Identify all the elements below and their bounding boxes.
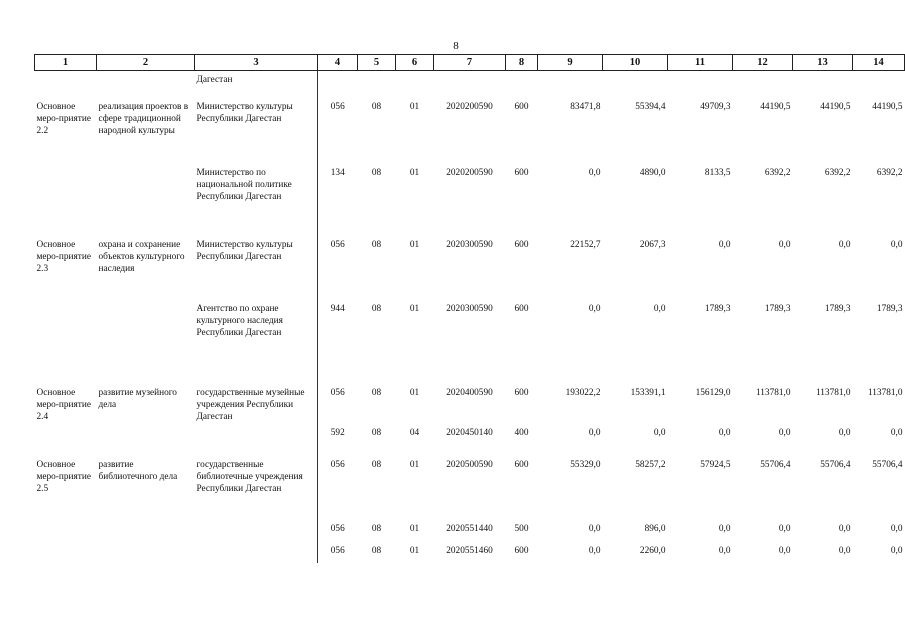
- column-header: 1: [35, 55, 97, 71]
- table-row: [35, 161, 905, 233]
- cell-col-8: [506, 71, 538, 95]
- cell-col-11: 0,0: [718, 427, 731, 438]
- cell-col-13: 44190,5: [820, 101, 851, 112]
- table-row: [35, 457, 905, 519]
- cell-col-3: Дагестан: [195, 71, 318, 95]
- cell-col-1: [35, 71, 97, 95]
- cell-col-1: [35, 541, 97, 563]
- column-header: 8: [506, 55, 538, 71]
- cell-col-13: 0,0: [838, 239, 851, 250]
- table-row: [35, 297, 905, 381]
- table-row: [35, 95, 905, 161]
- cell-col-10: 896,0: [644, 523, 666, 534]
- cell-col-7: 2020300590: [446, 239, 493, 250]
- column-header: 10: [603, 55, 668, 71]
- cell-col-6: 01: [409, 523, 420, 534]
- cell-col-3: [195, 541, 318, 563]
- cell-col-6: 01: [409, 101, 420, 112]
- cell-col-4: 592: [330, 427, 345, 438]
- cell-col-6: 04: [409, 427, 420, 438]
- cell-col-10: 4890,0: [639, 167, 666, 178]
- cell-col-7: 2020551440: [446, 523, 493, 534]
- cell-col-5: 08: [371, 239, 382, 250]
- cell-col-5: 08: [371, 459, 382, 470]
- cell-col-3: Агентство по охране культурного наследия Республики Дагестан: [195, 297, 318, 381]
- cell-col-5: [358, 71, 396, 95]
- cell-col-1: Основное меро-приятие 2.4: [36, 387, 91, 422]
- cell-col-11: 57924,5: [700, 459, 731, 470]
- cell-col-14: 6392,2: [876, 167, 903, 178]
- cell-col-10: 58257,2: [635, 459, 666, 470]
- cell-col-14: 55706,4: [872, 459, 903, 470]
- cell-col-6: 01: [409, 167, 420, 178]
- cell-col-2: [97, 423, 195, 457]
- column-header: 3: [195, 55, 318, 71]
- cell-col-4: 134: [330, 167, 345, 178]
- cell-col-4: 056: [330, 459, 345, 470]
- cell-col-13: 6392,2: [824, 167, 851, 178]
- cell-col-2: реализация проектов в сфере традиционной народной культуры: [98, 101, 189, 136]
- cell-col-1: Основное меро-приятие 2.3: [36, 239, 91, 274]
- cell-col-12: 1789,3: [764, 303, 791, 314]
- cell-col-7: 2020400590: [446, 387, 493, 398]
- cell-col-8: 600: [514, 303, 529, 314]
- cell-col-9: [538, 71, 603, 95]
- cell-col-3: Министерство культуры Республики Дагестан: [195, 233, 318, 297]
- cell-col-5: 08: [371, 387, 382, 398]
- cell-col-7: 2020200590: [446, 167, 493, 178]
- cell-col-7: 2020500590: [446, 459, 493, 470]
- table-row: [35, 381, 905, 423]
- cell-col-2: развитие музейного дела: [98, 387, 177, 410]
- cell-col-12: 0,0: [778, 427, 791, 438]
- cell-col-13: 55706,4: [820, 459, 851, 470]
- cell-col-14: 0,0: [890, 545, 903, 556]
- cell-col-3: государственные библиотечные учреждения Республики Дагестан: [195, 457, 318, 519]
- cell-col-11: 156129,0: [695, 387, 731, 398]
- cell-col-10: 0,0: [653, 427, 666, 438]
- cell-col-12: 6392,2: [764, 167, 791, 178]
- cell-col-6: 01: [409, 459, 420, 470]
- cell-col-1: [35, 423, 97, 457]
- column-header: 6: [396, 55, 434, 71]
- cell-col-4: 944: [330, 303, 345, 314]
- cell-col-7: 2020300590: [446, 303, 493, 314]
- column-header: 9: [538, 55, 603, 71]
- cell-col-13: 113781,0: [815, 387, 851, 398]
- cell-col-11: 8133,5: [704, 167, 731, 178]
- cell-col-4: [318, 71, 358, 95]
- cell-col-3: [195, 519, 318, 541]
- cell-col-11: 0,0: [718, 545, 731, 556]
- cell-col-6: 01: [409, 387, 420, 398]
- cell-col-1: [35, 519, 97, 541]
- cell-col-7: 2020551460: [446, 545, 493, 556]
- cell-col-9: 83471,8: [570, 101, 601, 112]
- table-row: [35, 423, 905, 457]
- cell-col-5: 08: [371, 303, 382, 314]
- cell-col-9: 22152,7: [570, 239, 601, 250]
- column-header: 14: [853, 55, 905, 71]
- table-row: [35, 71, 905, 95]
- cell-col-14: 0,0: [890, 427, 903, 438]
- cell-col-6: [396, 71, 434, 95]
- table-row: [35, 519, 905, 541]
- cell-col-8: 600: [514, 459, 529, 470]
- cell-col-8: 600: [514, 239, 529, 250]
- cell-col-6: 01: [409, 545, 420, 556]
- column-header: 5: [358, 55, 396, 71]
- cell-col-12: 0,0: [778, 545, 791, 556]
- cell-col-12: 113781,0: [755, 387, 791, 398]
- cell-col-1: Основное меро-приятие 2.5: [36, 459, 91, 494]
- cell-col-9: 0,0: [588, 545, 601, 556]
- cell-col-12: 0,0: [778, 239, 791, 250]
- cell-col-9: 193022,2: [565, 387, 601, 398]
- cell-col-11: 0,0: [718, 239, 731, 250]
- cell-col-7: 2020200590: [446, 101, 493, 112]
- cell-col-9: 0,0: [588, 427, 601, 438]
- cell-col-14: 44190,5: [872, 101, 903, 112]
- table-row: [35, 541, 905, 563]
- cell-col-9: 0,0: [588, 523, 601, 534]
- cell-col-6: 01: [409, 239, 420, 250]
- cell-col-1: [35, 161, 97, 233]
- cell-col-8: 600: [514, 101, 529, 112]
- budget-table: [34, 54, 905, 563]
- cell-col-3: [195, 423, 318, 457]
- cell-col-7: 2020450140: [446, 427, 493, 438]
- cell-col-13: 0,0: [838, 427, 851, 438]
- column-header: 2: [97, 55, 195, 71]
- cell-col-9: 0,0: [588, 303, 601, 314]
- cell-col-14: [853, 71, 905, 95]
- column-header: 7: [434, 55, 506, 71]
- cell-col-8: 400: [514, 427, 529, 438]
- cell-col-10: [603, 71, 668, 95]
- page-number: 8: [453, 40, 459, 52]
- cell-col-10: 2260,0: [639, 545, 666, 556]
- cell-col-11: 0,0: [718, 523, 731, 534]
- cell-col-2: [97, 161, 195, 233]
- cell-col-12: [733, 71, 793, 95]
- cell-col-4: 056: [330, 101, 345, 112]
- cell-col-7: [434, 71, 506, 95]
- cell-col-2: развитие библиотечного дела: [98, 459, 178, 482]
- cell-col-3: Министерство по национальной политике Республики Дагестан: [195, 161, 318, 233]
- cell-col-2: [97, 519, 195, 541]
- cell-col-10: 153391,1: [630, 387, 666, 398]
- cell-col-14: 0,0: [890, 239, 903, 250]
- cell-col-12: 44190,5: [760, 101, 791, 112]
- cell-col-10: 2067,3: [639, 239, 666, 250]
- cell-col-6: 01: [409, 303, 420, 314]
- cell-col-10: 55394,4: [635, 101, 666, 112]
- table-row: [35, 233, 905, 297]
- cell-col-8: 600: [514, 387, 529, 398]
- cell-col-4: 056: [330, 523, 345, 534]
- cell-col-14: 1789,3: [876, 303, 903, 314]
- cell-col-5: 08: [371, 545, 382, 556]
- column-header: 11: [668, 55, 733, 71]
- cell-col-12: 0,0: [778, 523, 791, 534]
- cell-col-5: 08: [371, 427, 382, 438]
- column-header: 13: [793, 55, 853, 71]
- cell-col-5: 08: [371, 167, 382, 178]
- cell-col-5: 08: [371, 523, 382, 534]
- cell-col-13: 0,0: [838, 523, 851, 534]
- cell-col-1: Основное меро-приятие 2.2: [36, 101, 91, 136]
- cell-col-9: 55329,0: [570, 459, 601, 470]
- cell-col-9: 0,0: [588, 167, 601, 178]
- cell-col-2: [97, 297, 195, 381]
- cell-col-4: 056: [330, 387, 345, 398]
- cell-col-2: [97, 541, 195, 563]
- cell-col-12: 55706,4: [760, 459, 791, 470]
- cell-col-4: 056: [330, 545, 345, 556]
- cell-col-11: 1789,3: [704, 303, 731, 314]
- cell-col-10: 0,0: [653, 303, 666, 314]
- header-row: [35, 55, 905, 71]
- cell-col-4: 056: [330, 239, 345, 250]
- column-header: 4: [318, 55, 358, 71]
- column-header: 12: [733, 55, 793, 71]
- cell-col-13: 1789,3: [824, 303, 851, 314]
- cell-col-5: 08: [371, 101, 382, 112]
- cell-col-8: 500: [514, 523, 529, 534]
- cell-col-8: 600: [514, 167, 529, 178]
- cell-col-3: государственные музейные учреждения Республики Дагестан: [195, 381, 318, 423]
- cell-col-11: [668, 71, 733, 95]
- cell-col-14: 0,0: [890, 523, 903, 534]
- cell-col-2: [97, 71, 195, 95]
- cell-col-3: Министерство культуры Республики Дагестан: [195, 95, 318, 161]
- table-body: [35, 71, 905, 563]
- cell-col-13: 0,0: [838, 545, 851, 556]
- cell-col-8: 600: [514, 545, 529, 556]
- cell-col-11: 49709,3: [700, 101, 731, 112]
- cell-col-1: [35, 297, 97, 381]
- cell-col-14: 113781,0: [867, 387, 903, 398]
- cell-col-2: охрана и сохранение объектов культурного наследия: [98, 239, 185, 274]
- cell-col-13: [793, 71, 853, 95]
